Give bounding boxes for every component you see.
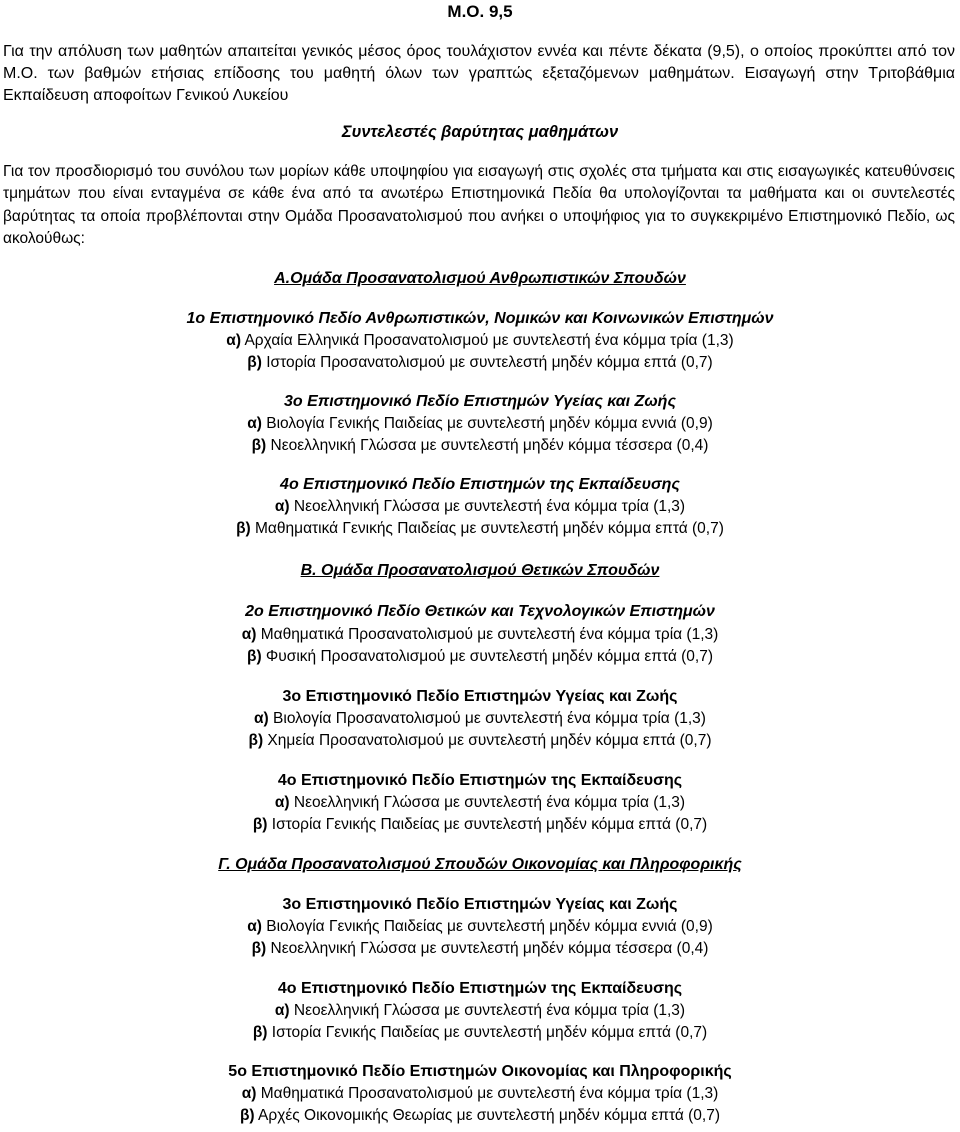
group-b-title: Β. Ομάδα Προσανατολισμού Θετικών Σπουδών: [300, 562, 660, 579]
subject-line: [0, 710, 960, 728]
item-text: Φυσική Προσανατολισμού με συντελεστή μηδέν κόμμα επτά (0,7): [261, 648, 713, 665]
group-a-title: Α.Ομάδα Προσανατολισμού Ανθρωπιστικών Σπουδών: [274, 270, 686, 287]
subject-line: [0, 354, 960, 372]
item-text: Νεοελληνική Γλώσσα με συντελεστή ένα κόμμα τρία (1,3): [289, 498, 686, 515]
item-text: Ιστορία Γενικής Παιδείας με συντελεστή μηδέν κόμμα επτά (0,7): [267, 1024, 708, 1041]
average-grade-heading: Μ.Ο. 9,5: [447, 2, 513, 21]
intro-admission-line: Εισαγωγή στην Τριτοβάθμια Εκπαίδευση αποφοίτων Γενικού Λυκείου: [3, 65, 955, 104]
field-title: 1ο Επιστημονικό Πεδίο Ανθρωπιστικών, Νομικών και Κοινωνικών Επιστημών: [186, 310, 774, 327]
subject-line: [0, 415, 960, 433]
item-text: Νεοελληνική Γλώσσα με συντελεστή ένα κόμμα τρία (1,3): [289, 794, 686, 811]
item-label: α): [247, 415, 262, 432]
item-text: Μαθηματικά Προσανατολισμού με συντελεστή ένα κόμμα τρία (1,3): [256, 1085, 719, 1102]
subject-line: [0, 1085, 960, 1103]
subject-line: [0, 498, 960, 516]
subject-line: [0, 437, 960, 455]
item-label: α): [241, 626, 257, 643]
item-text: Νεοελληνική Γλώσσα με συντελεστή ένα κόμμα τρία (1,3): [289, 1002, 686, 1019]
subject-line: [0, 332, 960, 350]
coefficients-paragraph: Για τον προσδιορισμό του συνόλου των μορίων κάθε υποψηφίου για εισαγωγή στις σχολές στα τμήματα και στις εισαγωγικές κατευθύνσεις τμημάτων που είναι ενταγμένα σε κάθε ένα από τα ανωτέρω Επιστημονικά Πεδία θα υπολογίζονται τα μαθήματα και οι συντελεστές βαρύτητας τα οποία προβλέπονται στην Ομάδα Προσανατολισμού που ανήκει ο υποψήφιος για το συγκεκριμένο Επιστημονικό Πεδίο, ως ακολούθως:: [3, 163, 955, 247]
subject-line: [0, 816, 960, 834]
item-label: β): [251, 940, 267, 957]
item-label: β): [247, 354, 262, 371]
item-text: Νεοελληνική Γλώσσα με συντελεστή μηδέν κόμμα τέσσερα (0,4): [266, 437, 709, 454]
field-title: 4ο Επιστημονικό Πεδίο Επιστημών της Εκπαίδευσης: [277, 980, 683, 997]
subject-line: [0, 1024, 960, 1042]
item-label: β): [252, 816, 268, 833]
field-title: 5ο Επιστημονικό Πεδίο Επιστημών Οικονομίας και Πληροφορικής: [228, 1063, 732, 1080]
item-label: α): [274, 498, 290, 515]
field-title: 4ο Επιστημονικό Πεδίο Επιστημών της Εκπαίδευσης: [280, 476, 680, 493]
item-text: Αρχές Οικονομικής Θεωρίας με συντελεστή μηδέν κόμμα επτά (0,7): [254, 1107, 721, 1124]
item-label: α): [274, 1002, 290, 1019]
intro-sentence: Για την απόλυση των μαθητών απαιτείται γενικός μέσος όρος τουλάχιστον εννέα και πέντε δέκατα (9,5), ο οποίος προκύπτει από τον Μ.Ο. των βαθμών ετήσιας επίδοσης του μαθητή όλων των γραπτώς εξεταζόμενων μαθημάτων.: [3, 43, 955, 82]
intro-text: [3, 41, 955, 107]
item-label: β): [246, 648, 262, 665]
subject-line: [0, 1107, 960, 1125]
coefficients-title: Συντελεστές βαρύτητας μαθημάτων: [341, 123, 619, 141]
subject-line: [0, 732, 960, 750]
subject-line: [0, 794, 960, 812]
item-label: α): [247, 918, 262, 935]
item-text: Νεοελληνική Γλώσσα με συντελεστή μηδέν κόμμα τέσσερα (0,4): [266, 940, 709, 957]
field-title: 3ο Επιστημονικό Πεδίο Επιστημών Υγείας και Ζωής: [282, 688, 678, 705]
item-text: Χημεία Προσανατολισμού με συντελεστή μηδέν κόμμα επτά (0,7): [263, 732, 712, 749]
item-text: Αρχαία Ελληνικά Προσανατολισμού με συντελεστή ένα κόμμα τρία (1,3): [241, 332, 734, 349]
item-label: α): [254, 710, 269, 727]
group-c-title: Γ. Ομάδα Προσανατολισμού Σπουδών Οικονομίας και Πληροφορικής: [218, 856, 742, 873]
field-title: 2ο Επιστημονικό Πεδίο Θετικών και Τεχνολογικών Επιστημών: [245, 603, 715, 620]
field-title: 4ο Επιστημονικό Πεδίο Επιστημών της Εκπαίδευσης: [277, 772, 683, 789]
item-text: Βιολογία Γενικής Παιδείας με συντελεστή μηδέν κόμμα εννιά (0,9): [261, 415, 713, 432]
item-text: Ιστορία Γενικής Παιδείας με συντελεστή μηδέν κόμμα επτά (0,7): [267, 816, 708, 833]
item-text: Μαθηματικά Προσανατολισμού με συντελεστή ένα κόμμα τρία (1,3): [256, 626, 719, 643]
item-label: α): [226, 332, 241, 349]
field-title: 3ο Επιστημονικό Πεδίο Επιστημών Υγείας και Ζωής: [284, 393, 676, 410]
item-text: Ιστορία Προσανατολισμού με συντελεστή μηδέν κόμμα επτά (0,7): [261, 354, 713, 371]
item-label: β): [248, 732, 264, 749]
item-text: Μαθηματικά Γενικής Παιδείας με συντελεστή μηδέν κόμμα επτά (0,7): [250, 520, 724, 537]
subject-line: [0, 648, 960, 666]
item-label: β): [251, 437, 267, 454]
item-label: α): [241, 1085, 257, 1102]
subject-line: [0, 626, 960, 644]
field-title: 3ο Επιστημονικό Πεδίο Επιστημών Υγείας και Ζωής: [282, 896, 678, 913]
item-text: Βιολογία Γενικής Παιδείας με συντελεστή μηδέν κόμμα εννιά (0,9): [261, 918, 713, 935]
subject-line: [0, 918, 960, 936]
item-label: β): [252, 1024, 268, 1041]
subject-line: [0, 1002, 960, 1020]
item-label: β): [236, 520, 251, 537]
subject-line: [0, 940, 960, 958]
item-label: α): [274, 794, 290, 811]
item-text: Βιολογία Προσανατολισμού με συντελεστή ένα κόμμα τρία (1,3): [268, 710, 706, 727]
subject-line: [0, 520, 960, 538]
item-label: β): [239, 1107, 255, 1124]
